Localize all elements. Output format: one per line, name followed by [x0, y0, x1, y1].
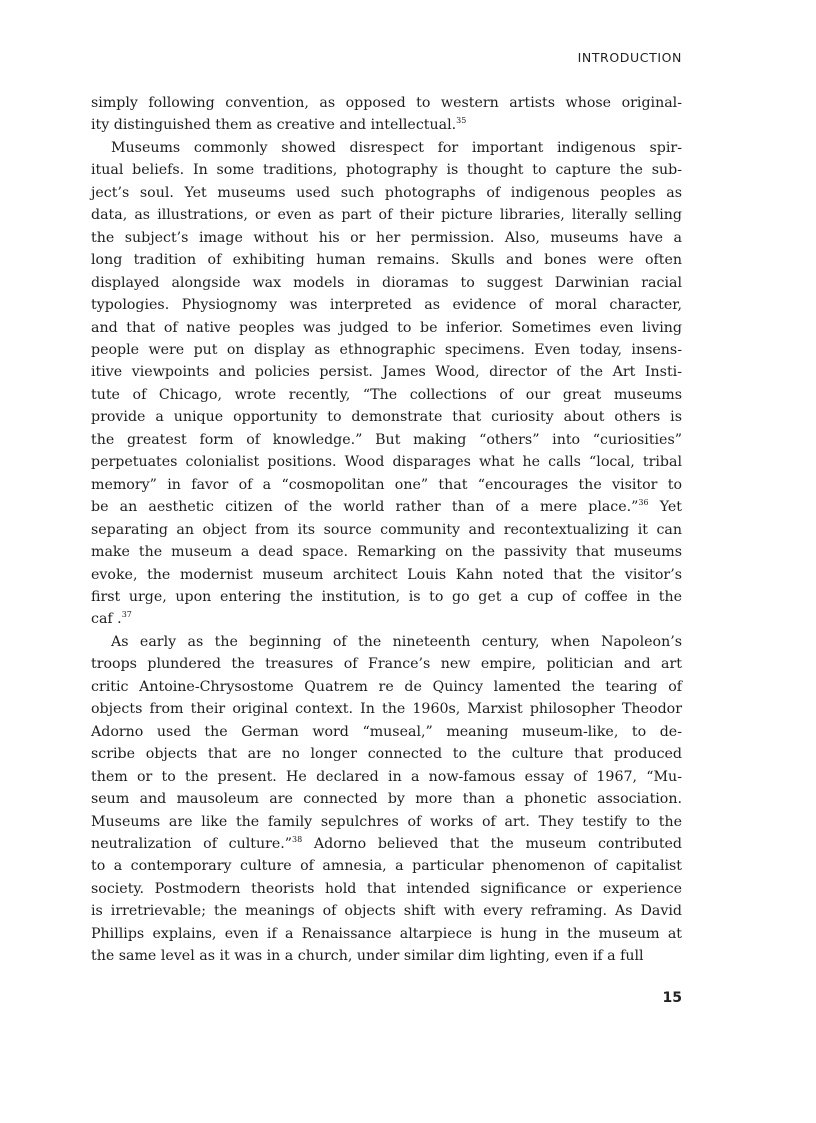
text-line: make the museum a dead space. Remarking on the passivity that museums	[91, 544, 682, 561]
text-line: perpetuates colonialist positions. Wood disparages what he calls “local, tribal	[91, 454, 682, 471]
paragraph	[91, 137, 682, 631]
text-line: scribe objects that are no longer connected to the culture that produced	[91, 746, 682, 763]
text-line: the subject’s image without his or her permission. Also, museums have a	[91, 229, 682, 246]
text-line: evoke, the modernist museum architect Louis Kahn noted that the visitor’s	[91, 566, 682, 583]
text-line: the same level as it was in a church, under similar dim lighting, even if a full	[91, 948, 644, 965]
text-line: society. Postmodern theorists hold that intended significance or experience	[91, 880, 682, 897]
text-line: and that of native peoples was judged to be inferior. Sometimes even living	[91, 319, 682, 336]
text-line: memory” in favor of a “cosmopolitan one” that “encourages the visitor to	[91, 476, 682, 493]
text-line: typologies. Physiognomy was interpreted as evidence of moral character,	[91, 297, 682, 314]
text-line: the greatest form of knowledge.” But making “others” into “curiosities”	[91, 431, 682, 448]
text-line: data, as illustrations, or even as part of their picture libraries, literally selling	[91, 207, 682, 224]
text-line: provide a unique opportunity to demonstrate that curiosity about others is	[91, 409, 682, 426]
text-line: first urge, upon entering the institution, is to go get a cup of coffee in the	[91, 588, 682, 605]
text-line: ject’s soul. Yet museums used such photographs of indigenous peoples as	[91, 184, 682, 201]
text-line: be an aesthetic citizen of the world rather than of a mere place.”$^{36}$ Yet	[91, 498, 682, 516]
text-line: Museums are like the family sepulchres of works of art. They testify to the	[91, 813, 682, 830]
text-line: them or to the present. He declared in a now-famous essay of 1967, “Mu-	[91, 768, 682, 785]
text-line: to a contemporary culture of amnesia, a particular phenomenon of capitalist	[91, 858, 682, 875]
text-line: people were put on display as ethnographic specimens. Even today, insens-	[91, 341, 682, 358]
text-line: objects from their original context. In the 1960s, Marxist philosopher Theodor	[91, 701, 682, 718]
text-line: itual beliefs. In some traditions, photography is thought to capture the sub-	[91, 162, 682, 179]
note-reference[interactable]: 36	[638, 498, 649, 508]
text-line: troops plundered the treasures of France’s new empire, politician and art	[91, 656, 682, 673]
note-reference[interactable]: 35	[456, 116, 467, 126]
text-line: tute of Chicago, wrote recently, “The collections of our great museums	[91, 386, 682, 403]
text-line: neutralization of culture.”$^{38}$ Adorno believed that the museum contributed	[91, 834, 682, 852]
running-head: INTRODUCTION	[577, 50, 682, 65]
page-number: 15	[662, 990, 682, 1006]
text-line: itive viewpoints and policies persist. James Wood, director of the Art Insti-	[91, 364, 682, 381]
paragraph	[91, 92, 682, 137]
note-reference[interactable]: 37	[121, 610, 132, 620]
note-reference[interactable]: 38	[292, 834, 303, 844]
paragraph	[91, 631, 682, 968]
text-line: seum and mausoleum are connected by more than a phonetic association.	[91, 791, 682, 808]
text-line: separating an object from its source community and recontextualizing it can	[91, 521, 682, 538]
text-line: Museums commonly showed disrespect for important indigenous spir-	[111, 139, 682, 156]
text-line: critic Antoine-Chrysostome Quatrem re de Quincy lamented the tearing of	[91, 678, 682, 695]
text-line: displayed alongside wax models in dioramas to suggest Darwinian racial	[91, 274, 682, 291]
text-line: As early as the beginning of the nineteenth century, when Napoleon’s	[111, 633, 682, 650]
text-line: long tradition of exhibiting human remains. Skulls and bones were often	[91, 252, 682, 269]
text-line: simply following convention, as opposed to western artists whose original-	[91, 95, 682, 111]
text-line: Adorno used the German word “museal,” meaning museum-like, to de-	[91, 723, 682, 740]
text-line: ity distinguished them as creative and intellectual.$^{35}$	[91, 116, 467, 134]
text-line: caf .$^{37}$	[91, 610, 132, 628]
text-line: is irretrievable; the meanings of objects shift with every reframing. As David	[91, 903, 682, 920]
body-text	[91, 92, 682, 968]
text-line: Phillips explains, even if a Renaissance altarpiece is hung in the museum at	[91, 925, 682, 942]
